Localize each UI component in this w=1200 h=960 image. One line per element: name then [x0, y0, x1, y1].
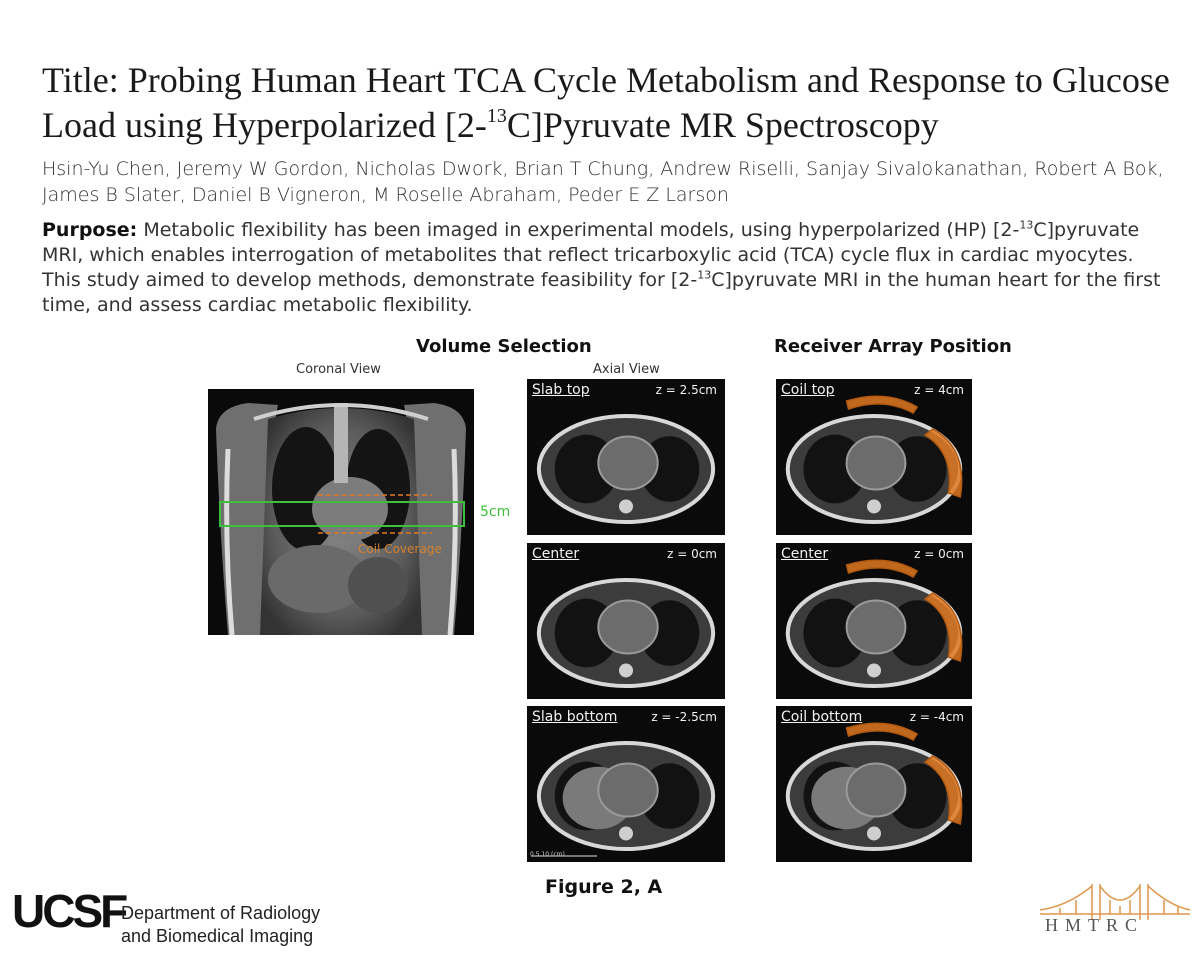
axial-panel-label: Slab top [532, 382, 590, 398]
coil-coverage-label: Coil Coverage [358, 542, 442, 556]
scale-bar-label: 0 5 10 (cm) [530, 851, 565, 858]
receiver-array-heading: Receiver Array Position [774, 336, 1012, 357]
axial-panel-z: z = 2.5cm [655, 383, 717, 397]
coil-panel-top [776, 379, 972, 535]
coronal-view-label: Coronal View [296, 362, 381, 377]
coil-panel-bottom [776, 706, 972, 862]
coil-panel-label: Coil bottom [781, 709, 863, 725]
coil-panel-label: Coil top [781, 382, 835, 398]
coil-panel-z: z = 4cm [914, 383, 964, 397]
volume-selection-heading: Volume Selection [416, 336, 592, 357]
axial-panel-z: z = 0cm [667, 547, 717, 561]
axial-panel-label: Center [532, 546, 580, 562]
author-list: Hsin-Yu Chen, Jeremy W Gordon, Nicholas Dwork, Brian T Chung, Andrew Riselli, Sanjay Sivalokanathan, Robert A Bok, James B Slater, Daniel B Vigneron, M Roselle Abraham, Peder E Z Larson [42, 158, 1164, 206]
axial-panel-slab-bottom [527, 706, 725, 862]
coil-panel-label: Center [781, 546, 829, 562]
purpose-paragraph: Purpose: Metabolic flexibility has been imaged in experimental models, using hyperpolarized (HP) [2-$^{13}$C]pyruvate MRI, which enables interrogation of metabolites that reflect tricarboxylic acid (TCA) cycle flux in cardiac myocytes. This study aimed to develop methods, demonstrate feasibility for [2-$^{13}$C]pyruvate MRI in the human heart for the first time, and assess cardiac metabolic flexibility. [42, 218, 1161, 316]
coil-panel-center [776, 543, 972, 699]
hmtrc-logo-text: HMTRC [1045, 915, 1145, 935]
figure-caption: Figure 2, A [545, 876, 663, 898]
axial-panel-center [527, 543, 725, 699]
axial-panel-slab-top [527, 379, 725, 535]
poster-title: Title: Probing Human Heart TCA Cycle Metabolism and Response to Glucose Load using Hyperpolarized [2-$^{13}$C]Pyruvate MR Spectroscopy [42, 60, 1170, 145]
coil-panel-z: z = 0cm [914, 547, 964, 561]
department-name: Department of Radiology and Biomedical Imaging [121, 903, 321, 946]
coil-panel-z: z = -4cm [909, 710, 964, 724]
axial-view-label: Axial View [593, 362, 660, 377]
purpose-label: Purpose: [42, 219, 138, 241]
ucsf-logo: UCSF [12, 885, 126, 937]
slab-thickness-label: 5cm [480, 504, 511, 520]
axial-panel-label: Slab bottom [532, 709, 618, 725]
axial-panel-z: z = -2.5cm [651, 710, 717, 724]
coronal-mr-image [208, 389, 474, 635]
